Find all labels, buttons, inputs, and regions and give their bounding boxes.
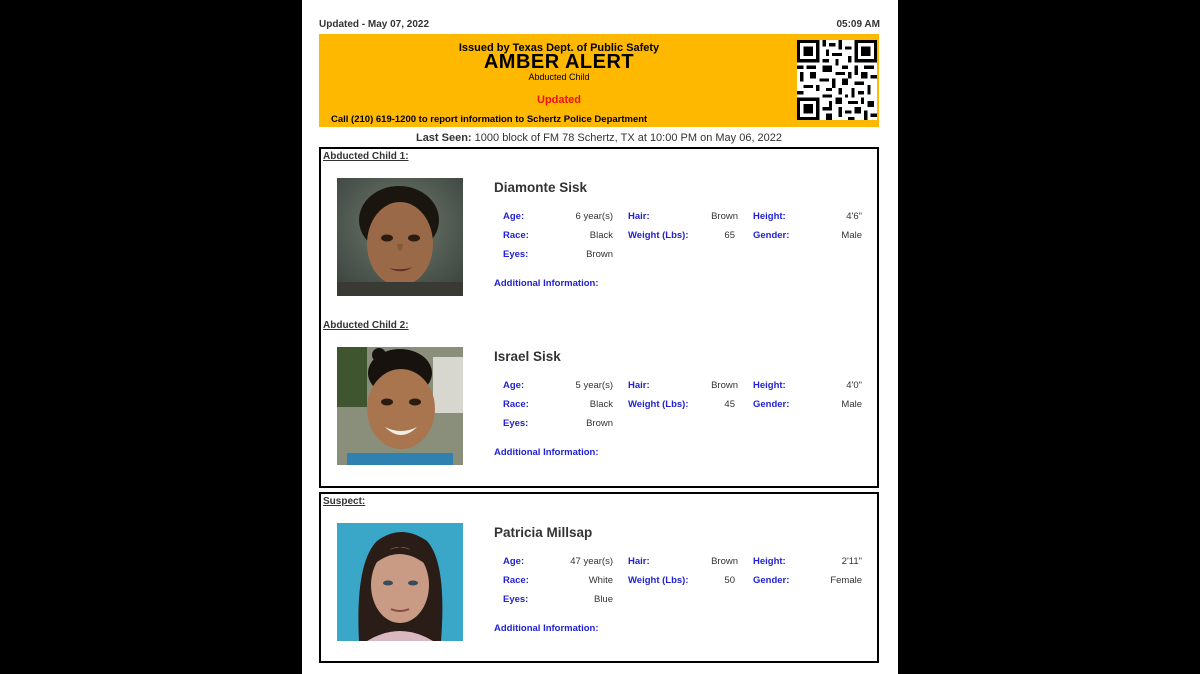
suspect-gender-label: Gender: — [753, 575, 790, 586]
suspect-weight: 50 — [724, 575, 735, 586]
last-seen — [319, 132, 879, 144]
alert-page — [302, 0, 898, 674]
alert-title: AMBER ALERT — [483, 51, 635, 73]
amber-alert-banner — [319, 34, 879, 127]
child2-hair-label: Hair: — [628, 380, 650, 391]
child1-additional-info: Additional Information: — [494, 278, 599, 289]
suspect-name: Patricia Millsap — [494, 525, 593, 540]
last-seen-text: 1000 block of FM 78 Schertz, TX at 10:00 PM on May 06, 2022 — [474, 132, 783, 144]
child1-eyes: Brown — [586, 249, 613, 260]
child1-race-label: Race: — [503, 230, 529, 241]
child2-gender-label: Gender: — [753, 399, 790, 410]
suspect-age-label: Age: — [503, 556, 525, 567]
suspect-gender: Female — [830, 575, 862, 586]
suspect-eyes-label: Eyes: — [503, 594, 529, 605]
call-info: Call (210) 619-1200 to report information to Schertz Police Department — [331, 114, 648, 125]
suspect-eyes: Blue — [593, 594, 613, 605]
child2-weight: 45 — [724, 399, 735, 410]
child1-weight-label: Weight (Lbs): — [628, 230, 689, 241]
suspect-height: 2'11" — [841, 556, 862, 567]
child2-age-label: Age: — [503, 380, 525, 391]
child2-height-label: Height: — [753, 380, 786, 391]
child2-gender: Male — [841, 399, 862, 410]
child1-age: 6 year(s) — [575, 211, 613, 222]
updated-time: 05:09 AM — [836, 19, 880, 30]
last-seen-label: Last Seen: — [415, 132, 472, 144]
child1-hair-label: Hair: — [628, 211, 650, 222]
child1-height: 4'6" — [846, 211, 862, 222]
child2-race-label: Race: — [503, 399, 529, 410]
suspect-race-label: Race: — [503, 575, 529, 586]
child2-eyes-label: Eyes: — [503, 418, 529, 429]
child1-section-title: Abducted Child 1: — [323, 151, 409, 162]
suspect-hair-label: Hair: — [628, 556, 650, 567]
child1-hair: Brown — [711, 211, 738, 222]
child2-photo[interactable] — [337, 347, 463, 465]
suspect-box — [319, 492, 879, 663]
alert-subtitle: Abducted Child — [528, 72, 590, 82]
suspect-hair: Brown — [711, 556, 738, 567]
child1-race: Black — [589, 230, 613, 241]
suspect-race: White — [588, 575, 613, 586]
child2-additional-info: Additional Information: — [494, 447, 599, 458]
suspect-section-title: Suspect: — [323, 496, 366, 507]
issued-by: Issued by Texas Dept. of Public Safety — [458, 42, 660, 54]
suspect-age: 47 year(s) — [570, 556, 613, 567]
suspect-height-label: Height: — [753, 556, 786, 567]
abducted-children-box — [319, 147, 879, 488]
child2-eyes: Brown — [586, 418, 613, 429]
child1-weight: 65 — [724, 230, 735, 241]
child1-height-label: Height: — [753, 211, 786, 222]
child1-gender: Male — [841, 230, 862, 241]
suspect-additional-info: Additional Information: — [494, 623, 599, 634]
suspect-weight-label: Weight (Lbs): — [628, 575, 689, 586]
header-bar — [319, 19, 880, 33]
child2-section-title: Abducted Child 2: — [323, 320, 409, 331]
child2-age: 5 year(s) — [575, 380, 613, 391]
alert-status: Updated — [537, 94, 581, 106]
child2-weight-label: Weight (Lbs): — [628, 399, 689, 410]
child1-eyes-label: Eyes: — [503, 249, 529, 260]
child1-name: Diamonte Sisk — [494, 180, 588, 195]
updated-date: Updated - May 07, 2022 — [319, 19, 430, 30]
child2-race: Black — [589, 399, 613, 410]
suspect-photo[interactable] — [337, 523, 463, 641]
child2-name: Israel Sisk — [494, 349, 561, 364]
qr-code-icon[interactable] — [797, 40, 877, 120]
child2-hair: Brown — [711, 380, 738, 391]
child1-gender-label: Gender: — [753, 230, 790, 241]
child1-age-label: Age: — [503, 211, 525, 222]
child1-photo[interactable] — [337, 178, 463, 296]
child2-height: 4'0" — [846, 380, 862, 391]
